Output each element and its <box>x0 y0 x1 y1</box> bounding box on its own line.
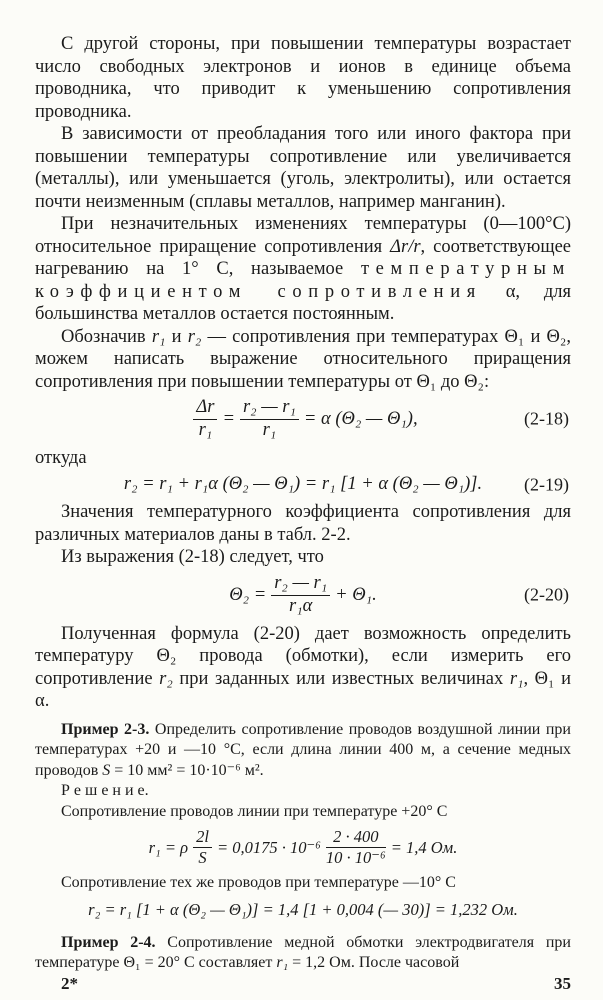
text-run: = 1,2 Ом. После часовой <box>288 954 460 971</box>
fraction <box>193 828 212 867</box>
fraction-numerator: r₂ — r₁ <box>271 574 330 596</box>
text-run: , Θ₁ и α. <box>35 668 571 712</box>
fraction <box>326 828 386 867</box>
equation-lhs: Θ₂ = <box>229 584 267 605</box>
example-2-4-statement <box>35 933 571 974</box>
text-run: Полученная формула (2-20) дает возможность определить температуру Θ₂ провода (обмотки), если измерить его сопротивление <box>35 623 571 689</box>
variable-r2: r₂ <box>159 668 173 689</box>
page-number: 35 <box>554 973 571 993</box>
fraction-numerator: 2 · 400 <box>326 828 386 848</box>
equation-body <box>229 574 376 617</box>
example-2-3-eq-r2 <box>35 900 571 920</box>
equation-number: (2-18) <box>524 408 569 429</box>
example-2-3-eq-r1 <box>35 828 571 867</box>
equation-2-20 <box>35 574 571 617</box>
paragraph-depending-factor: В зависимости от преобладания того или иного фактора при повышении температуры сопротивление или увеличивается (металлы), или уменьшается (уголь, электролиты), или остается почти неизменным (сплавы металлов, например манганин). <box>35 124 571 212</box>
example-2-3-line2: Сопротивление тех же проводов при температуре —10° С <box>61 874 456 891</box>
equation-2-19 <box>35 474 571 495</box>
fraction-denominator: r₁α <box>289 595 313 616</box>
example-2-3-statement <box>35 720 571 782</box>
text-run: При незначительных изменениях температуры (0—100°С) относительное приращение сопротивления <box>35 214 571 257</box>
text-run: — сопротивления при температурах Θ₁ и Θ₂, можем написать выражение относительного приращения сопротивления при повышении температуры от Θ₁ до Θ₂: <box>35 326 571 392</box>
paragraph-formula-use <box>35 623 571 713</box>
equation-body <box>149 828 458 867</box>
fraction-denominator: r₁ <box>198 419 213 440</box>
page-footer <box>35 974 571 994</box>
text-run: при заданных или известных величинах <box>172 668 510 689</box>
paragraph-other-side: С другой стороны, при повышении температуры возрастает число свободных электронов и ионов в единице объема проводника, что приводит к уменьшению сопротивления проводника. <box>35 34 571 122</box>
variable-dr-r: Δr/r <box>390 236 421 257</box>
equation-lhs: r₁ = ρ <box>148 837 189 857</box>
text-run: и <box>165 326 188 347</box>
variable-s: S <box>102 761 111 779</box>
fraction-denominator: S <box>198 848 207 868</box>
example-2-3 <box>35 720 571 926</box>
fraction <box>240 398 299 441</box>
variable-r1: r₁ <box>276 954 289 971</box>
equation-2-18 <box>35 398 571 441</box>
variable-r1: r₁ <box>509 668 524 689</box>
example-2-4 <box>35 933 571 974</box>
paragraph-from-expression: Из выражения (2-18) следует, что <box>61 547 324 568</box>
paragraph-table-reference: Значения температурного коэффициента сопротивления для различных материалов даны в табл. 2-2. <box>35 502 571 545</box>
text-run: , соответствующее нагреванию на 1° С, называемое <box>35 236 571 279</box>
fraction-numerator: 2l <box>193 828 212 848</box>
text-run: α, для большинства металлов остается постоянным. <box>35 281 571 324</box>
text-run: = 10 мм² = 10·10⁻⁶ м². <box>110 761 264 779</box>
example-title: Пример 2-4. <box>61 933 156 951</box>
example-title: Пример 2-3. <box>61 720 150 738</box>
equation-rhs: = α (Θ₂ — Θ₁), <box>303 408 418 429</box>
equation-rhs: = 1,4 Ом. <box>390 837 458 857</box>
equation-number: (2-19) <box>524 474 569 495</box>
equation-body: r₂ = r₁ + r₁α (Θ₂ — Θ₁) = r₁ [1 + α (Θ₂ — Θ₁)]. <box>123 474 483 495</box>
example-2-3-line1: Сопротивление проводов линии при температуре +20° С <box>61 802 448 820</box>
fraction-numerator: Δr <box>193 398 217 420</box>
equation-body <box>188 398 417 441</box>
text-run: Определить сопротивление проводов воздушной линии при температурах +20 и —10 °С, если длина линии 400 м, а сечение медных проводов <box>35 720 571 779</box>
text-run: Обозначив <box>61 326 152 347</box>
connector-word: откуда <box>35 447 87 468</box>
equation-body: r₂ = r₁ [1 + α (Θ₂ — Θ₁)] = 1,4 [1 + 0,004 (— 30)] = 1,232 Ом. <box>88 899 518 919</box>
signature-mark: 2* <box>61 973 78 993</box>
text-run: Сопротивление медной обмотки электродвигателя при температуре Θ₁ = 20° С составляет <box>35 933 571 971</box>
fraction <box>271 574 330 617</box>
equation-number: (2-20) <box>524 584 569 605</box>
fraction-denominator: 10 · 10⁻⁶ <box>325 848 386 868</box>
paragraph-denoting-r1-r2 <box>35 326 571 394</box>
fraction-numerator: r₂ — r₁ <box>240 398 299 420</box>
equals-sign: = <box>222 408 235 429</box>
fraction <box>193 398 217 441</box>
equation-mid: = 0,0175 · 10⁻⁶ <box>216 837 321 857</box>
fraction-denominator: r₁ <box>262 419 277 440</box>
solution-heading: Р е ш е н и е. <box>61 782 149 800</box>
equation-rhs: + Θ₁. <box>335 584 377 605</box>
variable-r1: r₁ <box>151 326 166 347</box>
emphasized-term: температурным коэффициентом сопротивления <box>35 259 571 302</box>
paragraph-temp-coefficient <box>35 213 571 326</box>
variable-r2: r₂ <box>187 326 202 347</box>
